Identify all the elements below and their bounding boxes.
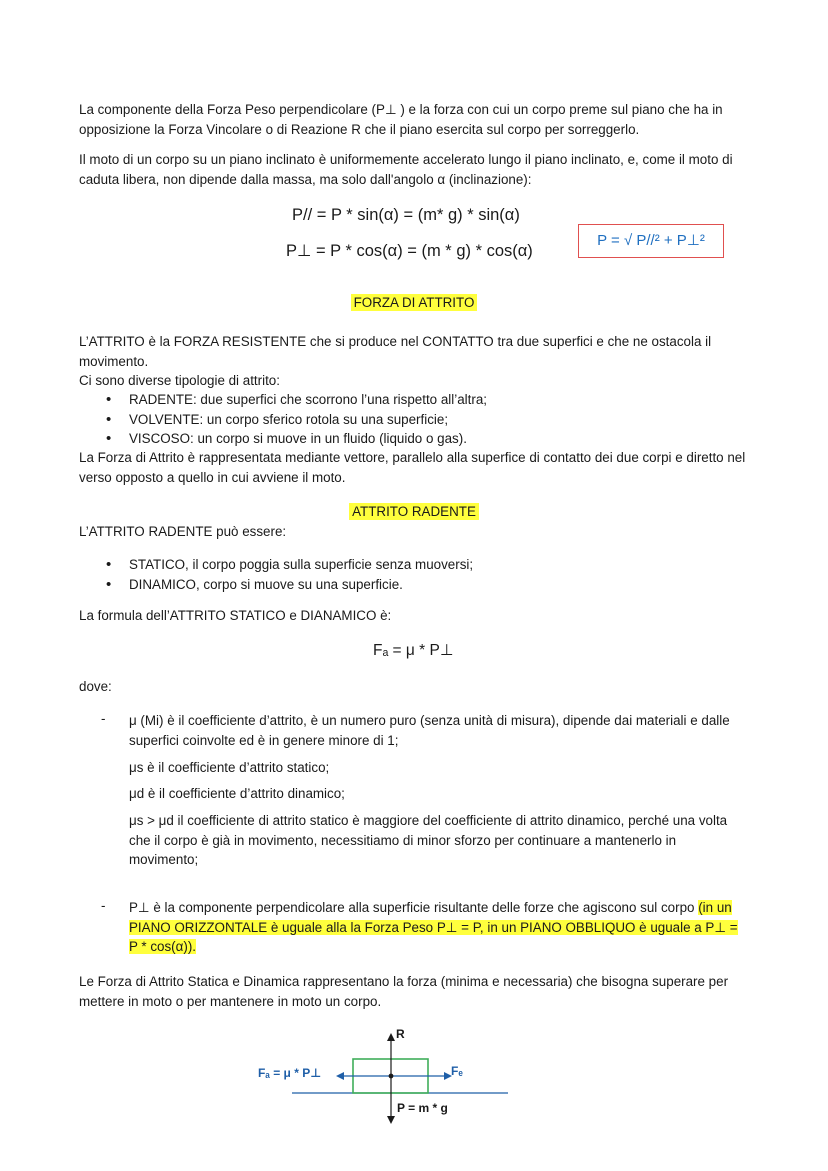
label-applied-force: Fₑ (451, 1064, 463, 1078)
closing-paragraph: Le Forza di Attrito Statica e Dinamica rappresentano la forza (minima e necessaria) che bisogna superare per mettere in moto o per mantenere in moto un corpo. (79, 974, 729, 1009)
attrito-line-1: L’ATTRITO è la FORZA RESISTENTE che si produce nel CONTATTO tra due superfici e che ne ostacola il (79, 334, 712, 349)
normal-force-arrowhead (387, 1033, 395, 1041)
definition-mu-compare: μs > μd il coefficiente di attrito statico è maggiore del coefficiente di attrito dinamico, perché una volta che il corpo è già in movimento, necessitiamo di minor sforzo per continuare a mantenerlo in movimento; (129, 813, 728, 867)
intro-paragraph-1: La componente della Forza Peso perpendicolare (P⊥ ) e la forza con cui un corpo preme sul piano che ha in opposizione la Forza Vincolare o di Reazione R che il piano esercita sul corpo per sorreggerlo. (79, 102, 723, 137)
section-title-forza-attrito: FORZA DI ATTRITO (0, 295, 828, 310)
label-weight-force: P = m * g (397, 1101, 448, 1115)
intro-paragraph-2: Il moto di un corpo su un piano inclinato è uniformemente accelerato lungo il piano inclinato, e, come il moto di caduta libera, non dipende dalla massa, ma solo dall'angolo α (inclinazione): (79, 152, 733, 187)
label-reaction-force: R (396, 1027, 405, 1041)
radente-intro: L’ATTRITO RADENTE può essere: (79, 524, 287, 539)
attrito-vector-paragraph: La Forza di Attrito è rappresentata mediante vettore, parallelo alla superfice di contatto dei due corpi e diretto nel verso opposto a quello in cui avviene il moto. (79, 450, 746, 485)
attrito-line-2: movimento. (79, 353, 149, 369)
resultant-formula-box: P = √ P//² + P⊥² (578, 224, 724, 258)
list-item: • STATICO, il corpo poggia sulla superficie senza muoversi; (79, 555, 739, 575)
attrito-line-3: Ci sono diverse tipologie di attrito: (79, 373, 280, 388)
center-of-mass-dot (389, 1074, 394, 1079)
list-item: • RADENTE: due superfici che scorrono l’una rispetto all’altra; (79, 390, 739, 410)
dove-label: dove: (79, 679, 112, 694)
formula-attrito: Fₐ = μ * P⊥ (373, 642, 454, 659)
definition-perp-highlight: (in un PIANO ORIZZONTALE è uguale alla la Forza Peso P⊥ = P, in un PIANO OBBLIQUO è uguale a P⊥ = P * cos(α)). (129, 900, 738, 954)
friction-arrowhead (336, 1072, 344, 1080)
definition-mu: μ (Mi) è il coefficiente d’attrito, è un numero puro (senza unità di misura), dipende dai materiali e dalle superfici coinvolte ed è in genere minore di 1; (129, 713, 730, 748)
formula-intro: La formula dell’ATTRITO STATICO e DIANAMICO è: (79, 608, 392, 623)
section-title-attrito-radente: ATTRITO RADENTE (0, 504, 828, 519)
list-item: • DINAMICO, corpo si muove su una superficie. (79, 575, 739, 595)
definition-perp-text: P⊥ è la componente perpendicolare alla superficie risultante delle forze che agiscono sul corpo (129, 900, 695, 915)
formula-parallel: P// = P * sin(α) = (m* g) * sin(α) (292, 206, 520, 224)
bullet-dash: - (101, 711, 106, 726)
label-friction-force: Fₐ = μ * P⊥ (258, 1066, 322, 1080)
bullet-dash: - (101, 898, 106, 913)
definition-mu-s: μs è il coefficiente d’attrito statico; (129, 760, 330, 775)
definition-mu-d: μd è il coefficiente d’attrito dinamico; (129, 786, 345, 801)
list-item: • VISCOSO: un corpo si muove in un fluido (liquido o gas). (79, 429, 739, 449)
list-item: • VOLVENTE: un corpo sferico rotola su una superficie; (79, 410, 739, 430)
weight-arrowhead (387, 1116, 395, 1124)
formula-perpendicular: P⊥ = P * cos(α) = (m * g) * cos(α) (286, 242, 533, 260)
